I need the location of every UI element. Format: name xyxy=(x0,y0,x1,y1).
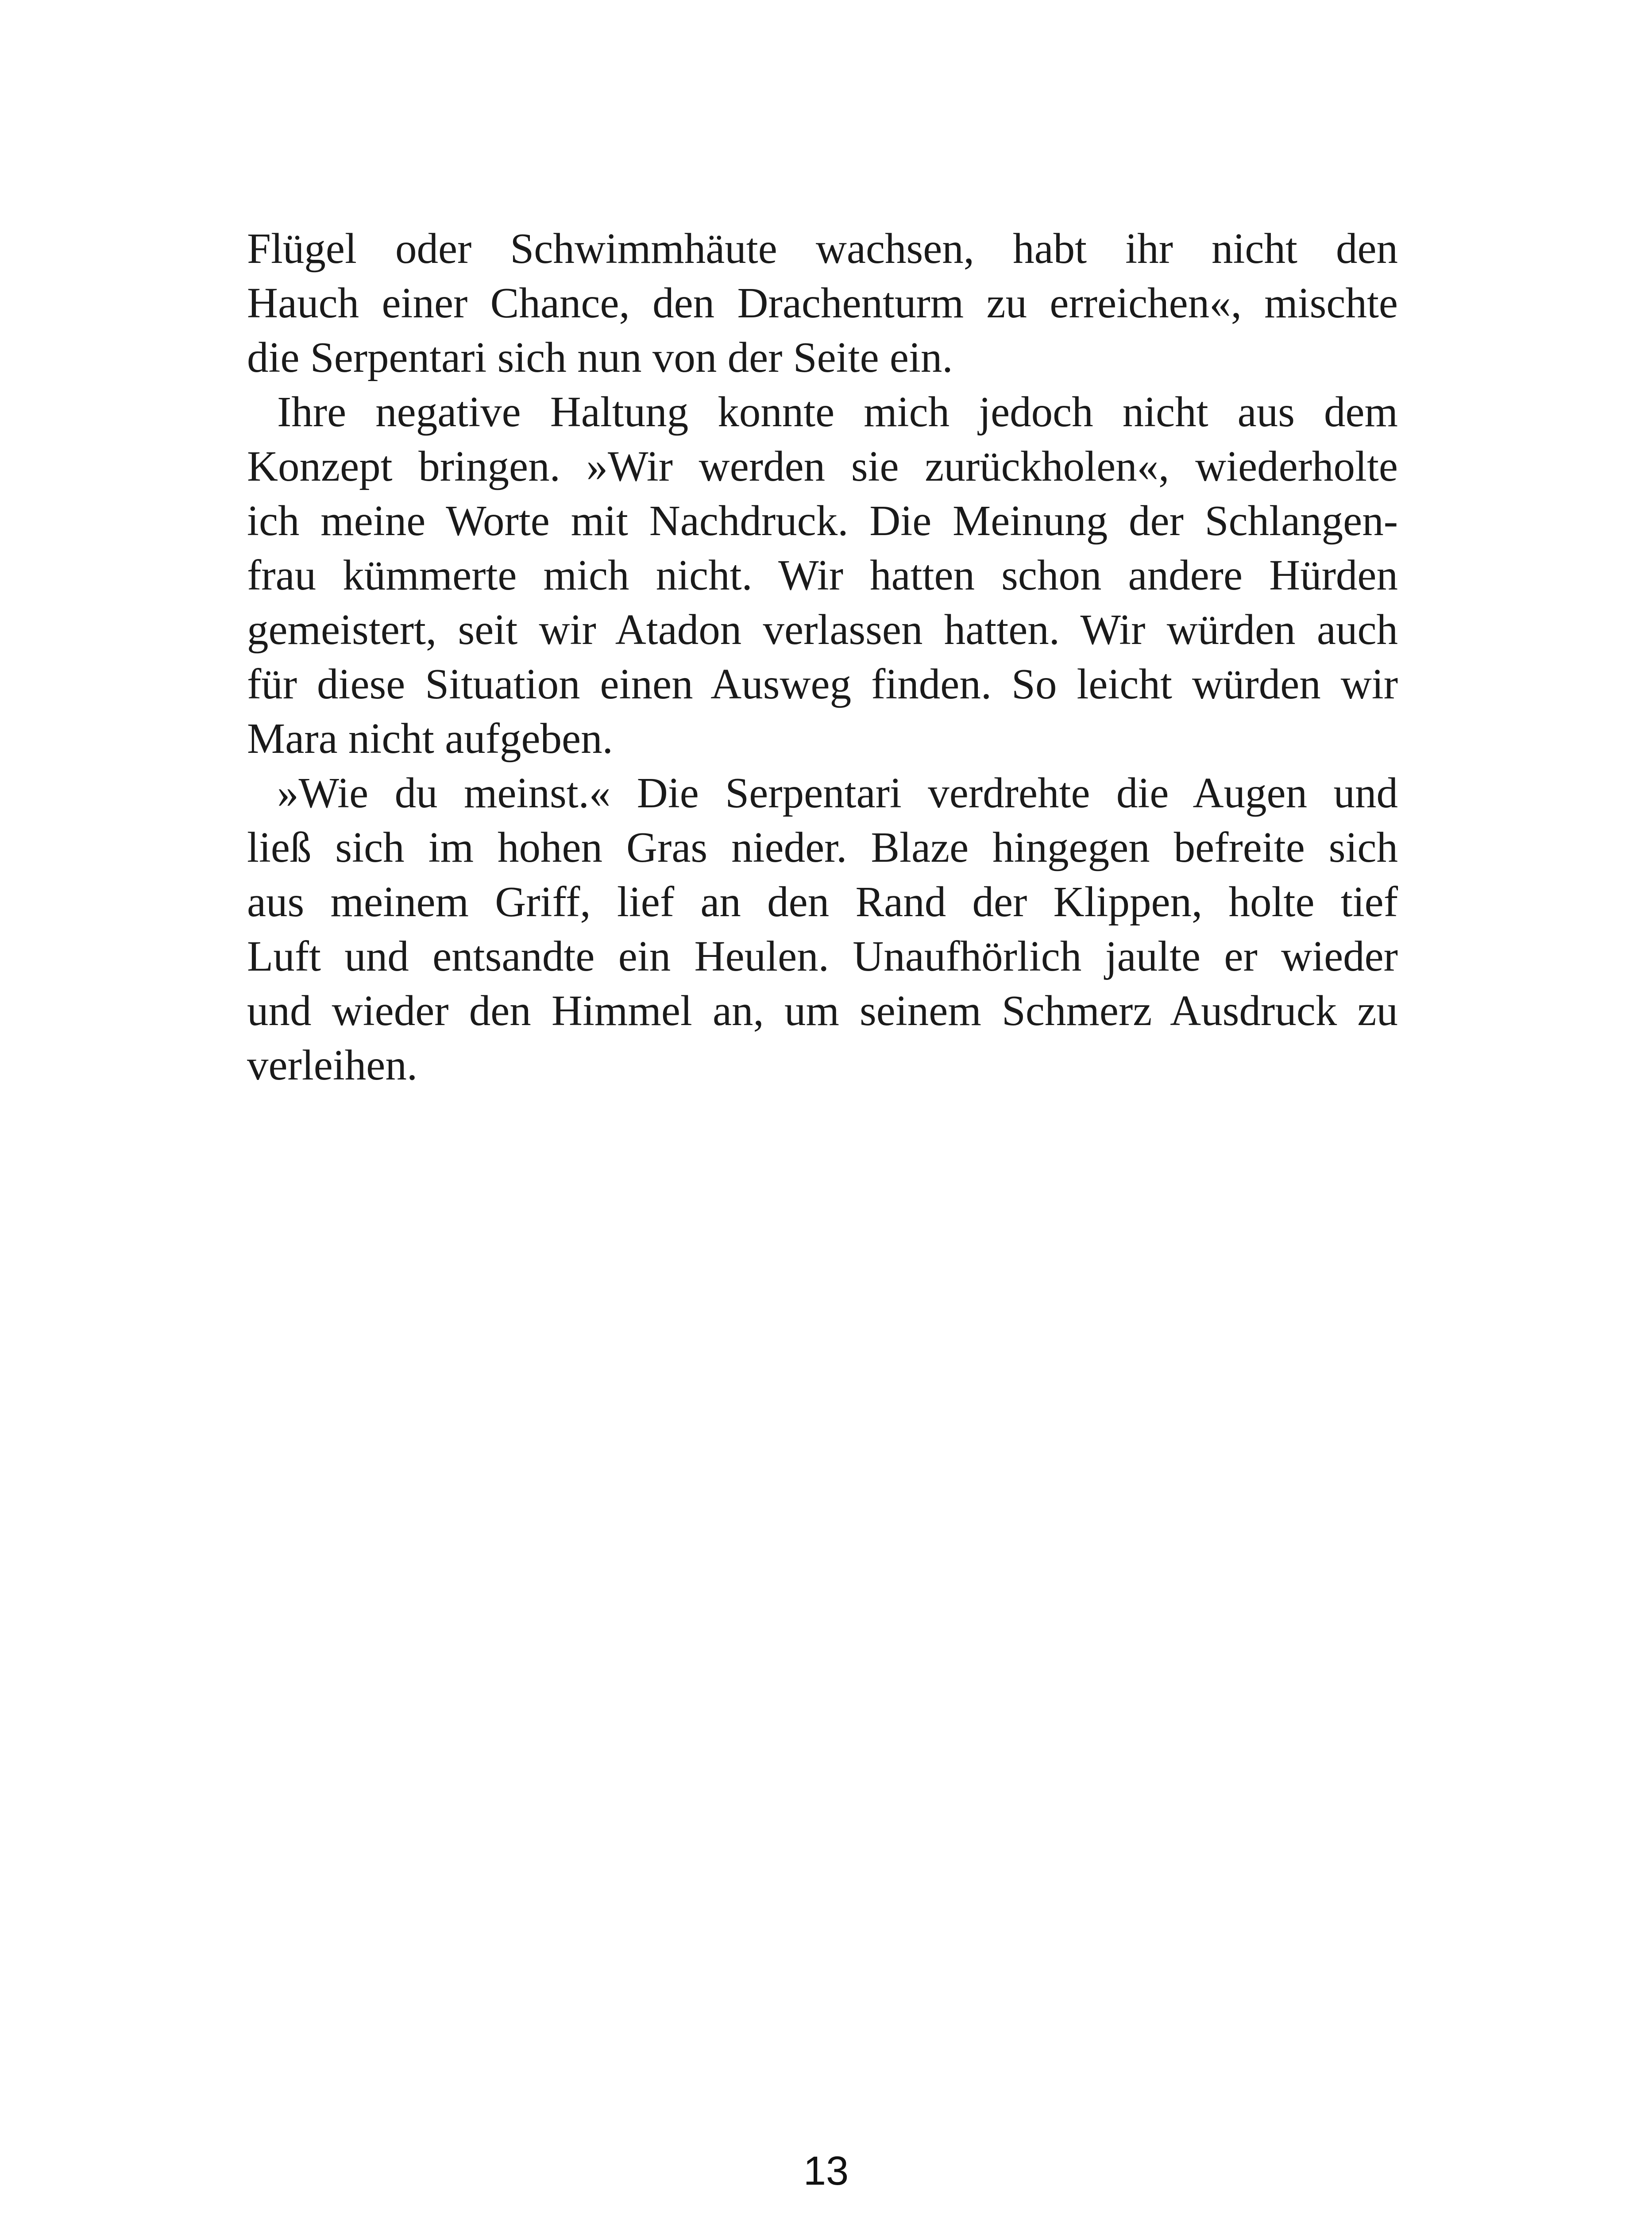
page-number: 13 xyxy=(803,2148,849,2194)
body-text xyxy=(247,221,1398,1092)
text-line: Konzept bringen. »Wir werden sie zurückholen«, wiederholte xyxy=(247,443,1398,490)
text-line: verleihen. xyxy=(247,1041,418,1089)
text-line: für diese Situation einen Ausweg finden. So leicht würden wir xyxy=(247,660,1398,708)
text-line: Mara nicht aufgeben. xyxy=(247,715,613,762)
text-line: Ihre negative Haltung konnte mich jedoch nicht aus dem xyxy=(277,388,1398,436)
text-line: gemeistert, seit wir Atadon verlassen hatten. Wir würden auch xyxy=(247,606,1398,653)
text-line: Hauch einer Chance, den Drachenturm zu erreichen«, mischte xyxy=(247,279,1398,327)
text-line: Flügel oder Schwimmhäute wachsen, habt ihr nicht den xyxy=(247,225,1398,272)
text-line: die Serpentari sich nun von der Seite ein. xyxy=(247,334,953,381)
text-line: Luft und entsandte ein Heulen. Unaufhörlich jaulte er wieder xyxy=(247,933,1398,980)
text-line: ließ sich im hohen Gras nieder. Blaze hingegen befreite sich xyxy=(247,824,1398,871)
paragraph-1 xyxy=(247,221,1398,385)
text-line: und wieder den Himmel an, um seinem Schmerz Ausdruck zu xyxy=(247,987,1398,1034)
text-line: ich meine Worte mit Nachdruck. Die Meinung der Schlangen- xyxy=(247,497,1398,544)
paragraph-2 xyxy=(247,385,1398,766)
paragraph-3 xyxy=(247,766,1398,1092)
text-line: »Wie du meinst.« Die Serpentari verdrehte die Augen und xyxy=(277,769,1398,817)
text-line: frau kümmerte mich nicht. Wir hatten schon andere Hürden xyxy=(247,551,1398,599)
text-line: aus meinem Griff, lief an den Rand der Klippen, holte tief xyxy=(247,878,1398,925)
